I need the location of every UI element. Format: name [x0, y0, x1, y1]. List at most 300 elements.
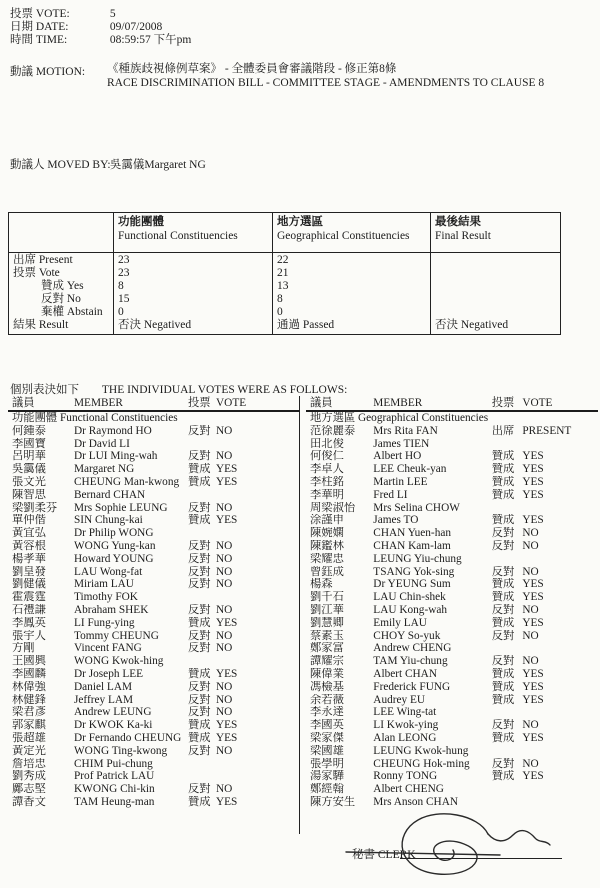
member-vote-en: NO: [522, 719, 539, 732]
member-vote-en: NO: [216, 783, 233, 796]
member-row: [306, 450, 598, 463]
member-vote-zh: 贊成: [491, 680, 515, 693]
member-row: [306, 514, 598, 527]
member-name-en: WONG Yung-kan: [74, 539, 156, 552]
member-row: [8, 655, 300, 668]
member-vote-en: NO: [216, 706, 233, 719]
member-name-zh: 余若薇: [310, 693, 344, 706]
member-vote-en: YES: [216, 719, 238, 732]
member-name-en: LI Fung-ying: [74, 616, 135, 629]
member-name-zh: 方剛: [12, 642, 35, 655]
member-row: [8, 438, 300, 451]
member-name-zh: 陳智思: [12, 488, 46, 501]
member-vote-en: [518, 553, 598, 566]
member-name-en: LEUNG Kwok-hung: [373, 744, 469, 757]
summary-cell-line: 23: [118, 254, 130, 266]
summary-cell-line: 13: [277, 280, 289, 292]
member-name-en: TAM Heung-man: [74, 795, 155, 808]
vote-zh-header: 投票: [184, 396, 212, 411]
member-row: [306, 438, 598, 451]
member-vote-zh: [184, 527, 212, 540]
member-vote-zh: 反對: [188, 783, 211, 796]
member-vote-en: YES: [522, 488, 544, 501]
member-vote-zh: 反對: [491, 719, 515, 732]
member-name-zh: 郭家麒: [12, 719, 46, 732]
member-row: [8, 783, 300, 796]
summary-cell-line: 反對 No: [41, 293, 81, 305]
member-vote-zh: 反對: [188, 642, 211, 655]
member-vote-en: YES: [216, 616, 238, 629]
member-row: [8, 796, 300, 809]
member-vote-en: YES: [522, 463, 544, 476]
moved-by-label: 動議人 MOVED BY:: [10, 159, 111, 171]
member-name-en: CHOY So-yuk: [373, 629, 441, 642]
member-row: [8, 553, 300, 566]
member-vote-zh: [488, 553, 519, 566]
member-name-en: CHAN Yuen-han: [373, 527, 452, 540]
moved-by-value: 吳靄儀Margaret NG: [109, 159, 206, 171]
member-name-zh: 呂明華: [12, 450, 46, 463]
member-vote-zh: 贊成: [188, 719, 211, 732]
member-vote-zh: [488, 796, 519, 809]
summary-cell-line: 出席 Present: [13, 254, 73, 266]
summary-cell-line: 結果 Result: [13, 319, 69, 331]
member-vote-zh: [488, 706, 519, 719]
member-row: [306, 591, 598, 604]
member-vote-zh: [488, 438, 519, 451]
member-zh-header: 議員: [306, 396, 369, 411]
member-name-zh: 張學明: [310, 757, 344, 770]
member-vote-zh: 反對: [188, 629, 211, 642]
member-vote-en: YES: [522, 450, 544, 463]
summary-cell-line: [435, 293, 556, 306]
member-name-en: Mrs Anson CHAN: [373, 795, 459, 808]
member-name-zh: 譚耀宗: [310, 655, 344, 668]
member-vote-zh: 反對: [491, 527, 515, 540]
member-vote-zh: 反對: [188, 450, 211, 463]
member-name-zh: 張文光: [12, 475, 46, 488]
member-name-en: LI Kwok-ying: [373, 719, 439, 732]
member-vote-zh: 贊成: [188, 463, 211, 476]
member-name-en: KWONG Chi-kin: [74, 783, 155, 796]
member-row: [8, 540, 300, 553]
member-name-en: Dr Fernando CHEUNG: [74, 731, 182, 744]
member-name-zh: 黃容根: [12, 539, 46, 552]
member-name-en: Timothy FOK: [74, 591, 138, 604]
member-vote-zh: 贊成: [188, 731, 211, 744]
votes-header-row-left: [8, 396, 300, 411]
member-name-zh: 陳鑑林: [310, 539, 344, 552]
member-vote-zh: 贊成: [188, 616, 211, 629]
member-vote-en: [212, 655, 300, 668]
member-vote-zh: [488, 642, 519, 655]
member-row: [8, 578, 300, 591]
geographical-header-zh: 地方選區: [277, 216, 323, 228]
member-row: [8, 745, 300, 758]
member-vote-zh: 贊成: [188, 667, 211, 680]
member-name-zh: 林偉強: [12, 680, 46, 693]
member-vote-en: YES: [216, 667, 238, 680]
geographical-header-en: Geographical Constituencies: [277, 230, 410, 242]
member-vote-zh: [184, 770, 212, 783]
member-vote-zh: 贊成: [491, 475, 515, 488]
member-row: [8, 502, 300, 515]
member-name-en: LEE Cheuk-yan: [373, 463, 447, 476]
summary-cell-line: 否決 Negatived: [435, 319, 509, 331]
member-row: [306, 770, 598, 783]
member-name-en: Albert CHENG: [373, 783, 444, 796]
member-name-en: Albert HO: [373, 450, 422, 463]
member-name-zh: 劉慧卿: [310, 616, 344, 629]
member-name-en: LEE Wing-tat: [373, 706, 437, 719]
member-row: [8, 719, 300, 732]
member-name-en: Mrs Selina CHOW: [373, 501, 460, 514]
summary-functional-values: [114, 253, 273, 335]
member-name-en: James TO: [373, 514, 419, 527]
member-row: [8, 604, 300, 617]
summary-final-values: [431, 253, 561, 335]
member-row: [8, 566, 300, 579]
vote-info-block: [10, 8, 191, 48]
member-name-en: TAM Yiu-chung: [373, 655, 448, 668]
individual-heading-en: THE INDIVIDUAL VOTES WERE AS FOLLOWS:: [101, 384, 348, 396]
member-name-zh: 李柱銘: [310, 475, 344, 488]
member-vote-en: NO: [216, 539, 233, 552]
functional-header-zh: 功能團體: [118, 216, 164, 228]
member-name-zh: 劉江華: [310, 603, 344, 616]
summary-cell-line: [435, 306, 556, 319]
member-name-en: Prof Patrick LAU: [74, 770, 155, 783]
member-name-en: CHEUNG Hok-ming: [373, 757, 470, 770]
member-vote-en: [518, 796, 598, 809]
member-row: [306, 783, 598, 796]
member-row: [306, 566, 598, 579]
member-name-en: LAU Kong-wah: [373, 603, 448, 616]
member-name-en: WONG Ting-kwong: [74, 744, 168, 757]
member-name-en: CHIM Pui-chung: [74, 757, 153, 770]
member-vote-en: YES: [216, 475, 238, 488]
member-row: [8, 706, 300, 719]
member-vote-en: NO: [522, 603, 539, 616]
member-vote-zh: 反對: [491, 565, 515, 578]
member-name-en: Dr LUI Ming-wah: [74, 450, 158, 463]
summary-cell-line: 8: [118, 280, 124, 292]
summary-header-functional: [114, 213, 273, 253]
member-row: [306, 732, 598, 745]
geographical-votes-column: [300, 396, 592, 834]
member-vote-zh: 反對: [491, 655, 515, 668]
member-zh-header: 議員: [8, 396, 70, 411]
summary-geographical-values: [273, 253, 431, 335]
member-vote-zh: 反對: [188, 693, 211, 706]
member-name-zh: 鄭經翰: [310, 783, 344, 796]
member-vote-zh: 反對: [188, 578, 211, 591]
member-vote-en: NO: [216, 501, 233, 514]
member-row: [306, 604, 598, 617]
member-row: [306, 476, 598, 489]
member-vote-zh: 贊成: [491, 693, 515, 706]
member-name-zh: 劉健儀: [12, 578, 46, 591]
member-name-en: Abraham SHEK: [74, 603, 149, 616]
member-name-zh: 楊森: [310, 578, 333, 591]
member-row: [8, 630, 300, 643]
member-name-en: Dr Raymond HO: [74, 424, 152, 437]
summary-header-empty: [9, 213, 114, 253]
member-name-zh: 詹培忠: [12, 757, 46, 770]
final-header-zh: 最後結果: [435, 216, 481, 228]
member-row: [8, 642, 300, 655]
motion-block: [10, 63, 544, 90]
functional-votes-column: [8, 396, 300, 834]
member-name-zh: 何鍾泰: [12, 424, 46, 437]
member-name-zh: 陳方安生: [310, 795, 356, 808]
member-row: [8, 450, 300, 463]
member-vote-zh: 贊成: [491, 770, 515, 783]
individual-heading-zh: 個別表決如下: [10, 384, 79, 396]
member-row: [8, 527, 300, 540]
member-vote-en: NO: [216, 552, 233, 565]
member-row: [306, 617, 598, 630]
member-vote-zh: 反對: [491, 539, 515, 552]
member-vote-zh: [488, 745, 519, 758]
member-vote-en: [518, 502, 598, 515]
summary-cell-line: 棄權 Abstain: [41, 306, 103, 318]
member-vote-en: NO: [216, 680, 233, 693]
final-header-en: Final Result: [435, 230, 491, 242]
member-vote-zh: 出席: [491, 424, 515, 437]
member-vote-en: NO: [216, 693, 233, 706]
member-name-zh: 林健鋒: [12, 693, 46, 706]
summary-cell-line: 21: [277, 267, 289, 279]
member-en-header: MEMBER: [369, 396, 487, 411]
member-name-zh: 梁劉柔芬: [12, 501, 58, 514]
member-vote-zh: [488, 783, 519, 796]
summary-body-row: [9, 253, 561, 335]
member-vote-en: [212, 438, 300, 451]
member-name-zh: 李華明: [310, 488, 344, 501]
time-value: 08:59:57 下午pm: [109, 34, 192, 47]
summary-cell-line: 23: [118, 267, 130, 279]
member-vote-zh: 贊成: [491, 731, 515, 744]
member-name-zh: 李卓人: [310, 463, 344, 476]
vote-zh-header: 投票: [488, 396, 519, 411]
member-name-zh: 蔡素玉: [310, 629, 344, 642]
member-name-en: Dr Philip WONG: [74, 527, 154, 540]
date-label: 日期 DATE:: [10, 21, 69, 34]
summary-header-row: [9, 213, 561, 253]
member-name-en: Andrew LEUNG: [74, 706, 152, 719]
member-name-zh: 霍震霆: [12, 591, 46, 604]
member-name-en: Frederick FUNG: [373, 680, 451, 693]
member-vote-zh: 贊成: [491, 450, 515, 463]
summary-cell-line: [435, 267, 556, 280]
member-name-en: CHAN Kam-lam: [373, 539, 451, 552]
member-vote-en: [518, 783, 598, 796]
member-vote-zh: 反對: [188, 603, 211, 616]
member-vote-en: [518, 745, 598, 758]
member-name-en: CHEUNG Man-kwong: [74, 475, 180, 488]
member-name-zh: 梁君彥: [12, 706, 46, 719]
member-vote-en: NO: [522, 757, 539, 770]
member-name-en: Mrs Sophie LEUNG: [74, 501, 168, 514]
member-vote-zh: 反對: [188, 680, 211, 693]
individual-votes-heading: [10, 381, 347, 397]
member-vote-en: YES: [522, 693, 544, 706]
vote-number-value: 5: [109, 8, 116, 20]
member-row: [8, 668, 300, 681]
member-vote-zh: 反對: [188, 539, 211, 552]
member-vote-en: [212, 591, 300, 604]
member-name-zh: 張超雄: [12, 731, 46, 744]
member-vote-en: NO: [216, 642, 233, 655]
section-row: [8, 411, 300, 425]
member-row: [8, 617, 300, 630]
member-vote-en: NO: [522, 539, 539, 552]
member-vote-en: [212, 527, 300, 540]
member-row: [8, 489, 300, 502]
member-vote-en: YES: [522, 514, 544, 527]
vote-number-line: [10, 8, 191, 21]
member-row: [306, 502, 598, 515]
time-line: [10, 34, 191, 47]
member-name-en: Vincent FANG: [74, 642, 142, 655]
summary-cell-line: [435, 280, 556, 293]
member-name-en: Jeffrey LAM: [74, 693, 134, 706]
member-row: [306, 758, 598, 771]
summary-row-labels: [9, 253, 114, 335]
member-row: [8, 425, 300, 438]
member-row: [8, 476, 300, 489]
clerk-label-block: [352, 846, 416, 862]
member-name-zh: 馮檢基: [310, 680, 344, 693]
member-vote-zh: 反對: [188, 552, 211, 565]
member-row: [306, 527, 598, 540]
member-name-en: LEUNG Yiu-chung: [373, 552, 462, 565]
member-vote-en: YES: [522, 667, 544, 680]
member-name-en: Andrew CHENG: [373, 642, 452, 655]
member-vote-zh: 反對: [491, 757, 515, 770]
member-row: [306, 681, 598, 694]
motion-text: [107, 63, 544, 90]
member-row: [306, 540, 598, 553]
member-name-en: TSANG Yok-sing: [373, 565, 455, 578]
motion-title-en: RACE DISCRIMINATION BILL - COMMITTEE STAGE - AMENDMENTS TO CLAUSE 8: [107, 76, 545, 89]
member-row: [306, 553, 598, 566]
summary-cell-line: 0: [277, 306, 283, 318]
member-name-zh: 單仲偕: [12, 514, 46, 527]
member-row: [306, 706, 598, 719]
member-vote-zh: 贊成: [491, 591, 515, 604]
member-vote-zh: 贊成: [188, 795, 211, 808]
motion-title-zh: 《種族歧視條例草案》 - 全體委員會審議階段 - 修正第8條: [107, 63, 397, 75]
member-vote-en: NO: [216, 450, 233, 463]
member-name-zh: 周梁淑怡: [310, 501, 356, 514]
member-name-zh: 田北俊: [310, 437, 344, 450]
member-vote-en: NO: [216, 424, 233, 437]
member-name-zh: 王國興: [12, 655, 46, 668]
member-vote-en: NO: [522, 565, 539, 578]
member-vote-en: [212, 489, 300, 502]
member-vote-zh: 反對: [188, 706, 211, 719]
member-vote-zh: [488, 502, 519, 515]
member-vote-en: YES: [216, 795, 238, 808]
member-row: [8, 681, 300, 694]
member-name-zh: 李國寶: [12, 437, 46, 450]
member-name-zh: 湯家驊: [310, 770, 344, 783]
member-name-zh: 張宇人: [12, 629, 46, 642]
member-row: [8, 463, 300, 476]
member-name-zh: 石禮謙: [12, 603, 46, 616]
member-row: [306, 463, 598, 476]
member-name-zh: 吳靄儀: [12, 463, 46, 476]
section-row: [306, 411, 598, 425]
member-vote-zh: 贊成: [491, 463, 515, 476]
member-name-en: Bernard CHAN: [74, 488, 146, 501]
member-row: [306, 719, 598, 732]
member-vote-zh: 反對: [491, 629, 515, 642]
member-name-en: Albert CHAN: [373, 667, 437, 680]
member-row: [306, 630, 598, 643]
member-name-zh: 陳婉嫻: [310, 527, 344, 540]
member-name-en: Howard YOUNG: [74, 552, 154, 565]
member-vote-zh: 反對: [188, 744, 211, 757]
member-name-en: SIN Chung-kai: [74, 514, 143, 527]
member-name-en: WONG Kwok-hing: [74, 655, 164, 668]
member-name-zh: 李永達: [310, 706, 344, 719]
member-vote-en: YES: [216, 731, 238, 744]
member-vote-en: YES: [522, 591, 544, 604]
member-row: [306, 694, 598, 707]
member-vote-en: YES: [522, 770, 544, 783]
member-name-en: Audrey EU: [373, 693, 426, 706]
summary-header-geographical: [273, 213, 431, 253]
member-name-en: Ronny TONG: [373, 770, 438, 783]
member-row: [8, 758, 300, 771]
member-name-en: Margaret NG: [74, 463, 135, 476]
member-name-en: LAU Wong-fat: [74, 565, 143, 578]
member-vote-en: NO: [216, 744, 233, 757]
member-name-en: Miriam LAU: [74, 578, 134, 591]
member-name-zh: 譚香文: [12, 795, 46, 808]
member-vote-zh: 贊成: [188, 514, 211, 527]
functional-header-en: Functional Constituencies: [118, 230, 238, 242]
member-vote-en: PRESENT: [522, 424, 572, 437]
summary-cell-line: 22: [277, 254, 289, 266]
member-vote-zh: [184, 489, 212, 502]
summary-cell-line: 否決 Negatived: [118, 319, 192, 331]
member-name-en: Fred LI: [373, 488, 408, 501]
member-vote-en: NO: [216, 629, 233, 642]
member-vote-en: [518, 642, 598, 655]
member-vote-zh: [184, 758, 212, 771]
member-name-zh: 曾鈺成: [310, 565, 344, 578]
summary-cell-line: 通過 Passed: [277, 319, 335, 331]
member-name-zh: 梁國雄: [310, 744, 344, 757]
member-name-en: Daniel LAM: [74, 680, 133, 693]
vote-en-header: VOTE: [212, 396, 300, 411]
votes-header-row-right: [306, 396, 598, 411]
member-name-zh: 陳偉業: [310, 667, 344, 680]
member-vote-zh: 贊成: [188, 475, 211, 488]
member-vote-en: YES: [216, 514, 238, 527]
member-vote-zh: 贊成: [491, 514, 515, 527]
member-name-en: James TIEN: [373, 437, 430, 450]
section-label: 地方選區 Geographical Constituencies: [310, 412, 489, 424]
member-name-zh: 鄺志堅: [12, 783, 46, 796]
member-vote-en: NO: [522, 655, 539, 668]
summary-cell-line: 投票 Vote: [13, 267, 60, 279]
member-vote-en: NO: [216, 578, 233, 591]
